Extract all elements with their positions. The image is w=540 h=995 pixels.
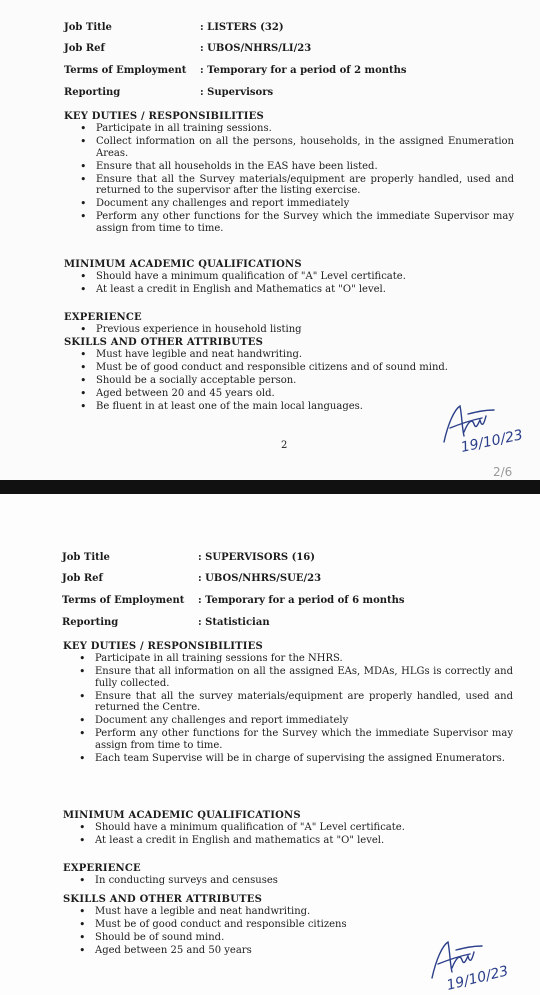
experience-section: [64, 312, 514, 337]
list-item: • Document any challenges and report immediately: [95, 715, 513, 727]
experience-section: [63, 863, 513, 888]
signature-date: 19/10/23: [445, 963, 510, 994]
meta-row-job-title: [62, 552, 532, 566]
list-item: • Should be a socially acceptable person.: [96, 375, 514, 387]
duties-section: [64, 111, 514, 236]
meta-row-terms: [62, 595, 532, 609]
list-item: • Ensure that all the survey materials/equipment are properly handled, used and returned the Centre.: [95, 691, 513, 714]
signature-date: 19/10/23: [459, 427, 525, 456]
list-item: • Previous experience in household listing: [96, 324, 514, 336]
meta-row-job-ref: [62, 573, 532, 587]
section-heading: MINIMUM ACADEMIC QUALIFICATIONS: [63, 810, 301, 821]
handwritten-signature: [426, 936, 526, 994]
section-heading: EXPERIENCE: [63, 863, 141, 874]
list-item: • Aged between 25 and 50 years: [95, 945, 513, 957]
meta-label: Job Title: [64, 22, 112, 33]
meta-value: : Statistician: [198, 617, 270, 628]
page-divider: [0, 480, 540, 494]
meta-row-reporting: [64, 87, 534, 101]
section-heading: SKILLS AND OTHER ATTRIBUTES: [63, 894, 263, 905]
list-item: • Should have a minimum qualification of "A" Level certificate.: [95, 822, 513, 834]
list-item: • At least a credit in English and mathematics at "O" level.: [95, 835, 513, 847]
meta-value: : Temporary for a period of 2 months: [200, 65, 407, 76]
meta-label: Terms of Employment: [64, 65, 187, 76]
list-item: • Document any challenges and report immediately: [96, 198, 514, 210]
meta-row-terms: [64, 65, 534, 79]
handwritten-signature: [438, 402, 533, 460]
list-item: • Must have a legible and neat handwriting.: [95, 906, 513, 918]
meta-value: : Temporary for a period of 6 months: [198, 595, 405, 606]
document-page-2: [0, 494, 540, 995]
list-item: • Must be of good conduct and responsible citizens: [95, 919, 513, 931]
list-item: • Perform any other functions for the Survey which the immediate Supervisor may assign from time to time.: [96, 211, 514, 234]
meta-label: Reporting: [62, 617, 119, 628]
list-item: • Must have legible and neat handwriting.: [96, 349, 514, 361]
meta-value: : Supervisors: [200, 87, 274, 98]
section-heading: EXPERIENCE: [64, 312, 142, 323]
meta-value: : UBOS/NHRS/SUE/23: [198, 573, 322, 584]
duties-section: [63, 641, 513, 766]
list-item: • Must be of good conduct and responsible citizens and of sound mind.: [96, 362, 514, 374]
section-heading: KEY DUTIES / RESPONSIBILITIES: [63, 641, 263, 652]
list-item: • Be fluent in at least one of the main local languages.: [96, 401, 514, 413]
list-item: • Aged between 20 and 45 years old.: [96, 388, 514, 400]
list-item: • At least a credit in English and Mathematics at "O" level.: [96, 284, 514, 296]
meta-label: Reporting: [64, 87, 121, 98]
meta-row-job-ref: [64, 43, 534, 57]
list-item: • Ensure that all households in the EAS have been listed.: [96, 161, 514, 173]
list-item: • Should be of sound mind.: [95, 932, 513, 944]
meta-value: : UBOS/NHRS/LI/23: [200, 43, 312, 54]
list-item: • Participate in all training sessions.: [96, 123, 514, 135]
list-item: • Ensure that all information on all the assigned EAs, MDAs, HLGs is correctly and fully collected.: [95, 666, 513, 689]
meta-value: : LISTERS (32): [200, 22, 284, 33]
list-item: • Should have a minimum qualification of "A" Level certificate.: [96, 271, 514, 283]
section-heading: SKILLS AND OTHER ATTRIBUTES: [64, 337, 264, 348]
list-item: • Perform any other functions for the Survey which the immediate Supervisor may assign from time to time.: [95, 728, 513, 751]
qualifications-section: [64, 259, 514, 297]
section-heading: KEY DUTIES / RESPONSIBILITIES: [64, 111, 264, 122]
section-heading: MINIMUM ACADEMIC QUALIFICATIONS: [64, 259, 302, 270]
meta-label: Job Ref: [62, 573, 103, 584]
qualifications-section: [63, 810, 513, 848]
meta-value: : SUPERVISORS (16): [198, 552, 315, 563]
list-item: • In conducting surveys and censuses: [95, 875, 513, 887]
meta-label: Job Ref: [64, 43, 105, 54]
page-counter: 2/6: [493, 465, 513, 479]
meta-row-job-title: [64, 22, 534, 36]
page-number: 2: [281, 440, 288, 451]
list-item: • Ensure that all the Survey materials/equipment are properly handled, used and returned to the supervisor after the listing exercise.: [96, 174, 514, 197]
list-item: • Each team Supervise will be in charge of supervising the assigned Enumerators.: [95, 753, 513, 765]
list-item: • Collect information on all the persons, households, in the assigned Enumeration Areas.: [96, 136, 514, 159]
meta-label: Terms of Employment: [62, 595, 185, 606]
document-page-1: [0, 0, 540, 480]
list-item: • Participate in all training sessions for the NHRS.: [95, 653, 513, 665]
meta-label: Job Title: [62, 552, 110, 563]
meta-row-reporting: [62, 617, 532, 631]
